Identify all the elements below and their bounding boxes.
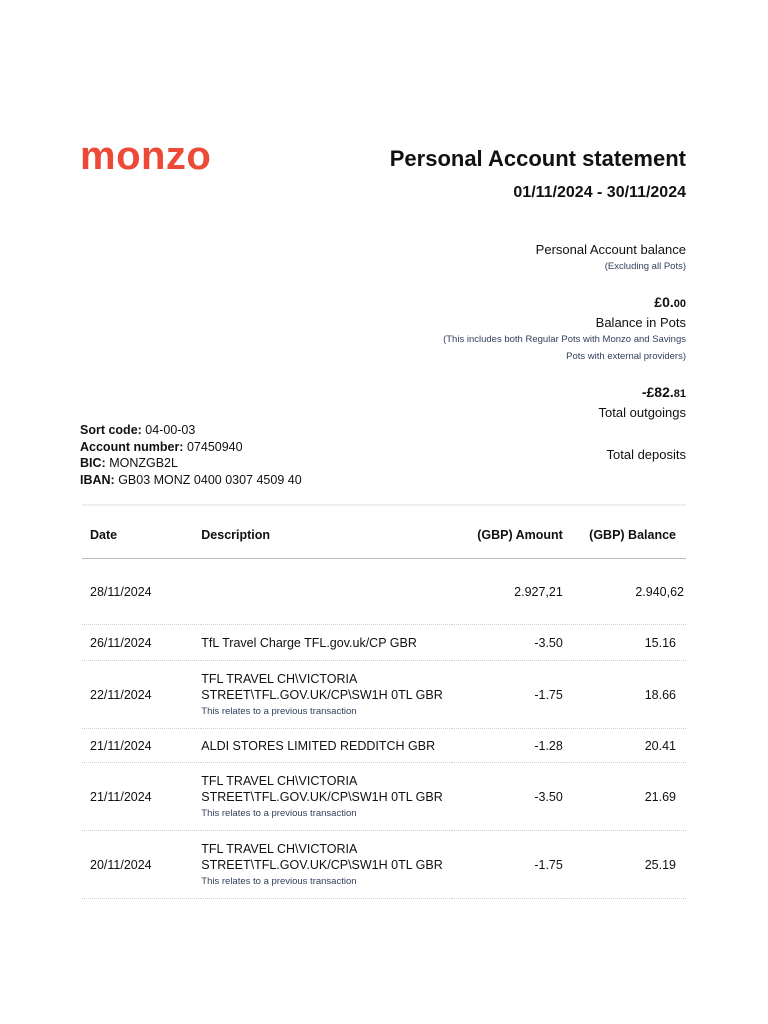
balance-summary [346,242,686,463]
row-note: This relates to a previous transaction [201,875,357,887]
table-row [82,831,686,899]
total-outgoings-label: Total outgoings [598,405,686,420]
bic-value: MONZGB2L [109,456,178,470]
header-date: Date [82,522,201,559]
statement-period: 01/11/2024 - 30/11/2024 [513,184,686,201]
row-description-line1: TFL TRAVEL CH\VICTORIA [201,841,358,856]
row-description-line2: STREET\TFL.GOV.UK/CP\SW1H 0TL GBR [201,857,443,872]
account-balance-note: (Excluding all Pots) [604,261,686,272]
page-title: Personal Account statement [389,146,686,171]
row-note: This relates to a previous transaction [201,705,357,717]
row-amount: -1.75 [452,661,563,729]
pots-pounds: -£82. [641,384,674,400]
row-description-line1: TfL Travel Charge TFL.gov.uk/CP GBR [201,635,417,650]
row-description [201,661,451,729]
row-description [201,559,451,625]
row-amount: -1.28 [452,729,563,763]
account-number [80,439,302,456]
row-description [201,729,451,763]
pots-pence: 81 [673,388,686,400]
row-balance: 18.66 [563,661,686,729]
sort-code-label: Sort code: [80,423,142,437]
table-row [82,559,686,625]
pots-note-line1: (This includes both Regular Pots with Monzo and Savings [443,334,686,345]
row-date: 21/11/2024 [82,763,201,831]
row-description [201,625,451,661]
row-description-line1: TFL TRAVEL CH\VICTORIA [201,671,358,686]
pots-label: Balance in Pots [595,315,686,330]
row-date: 26/11/2024 [82,625,201,661]
account-number-value: 07450940 [186,439,243,454]
account-balance-amount [346,293,686,313]
sort-code [80,422,302,439]
row-description-line1: TFL TRAVEL CH\VICTORIA [201,773,358,788]
bic [80,455,302,472]
table-row [82,763,686,831]
row-note: This relates to a previous transaction [201,807,357,819]
row-description [201,763,451,831]
account-details [80,422,302,488]
pots-note-line2: Pots with external providers) [566,351,686,362]
row-description-line2: STREET\TFL.GOV.UK/CP\SW1H 0TL GBR [201,687,443,702]
row-balance: 25.19 [563,831,686,899]
transactions-table [82,522,686,899]
row-description-line2: STREET\TFL.GOV.UK/CP\SW1H 0TL GBR [201,789,443,804]
account-balance-pounds: £0. [654,294,674,310]
row-amount: -3.50 [452,763,563,831]
bic-label: BIC: [80,456,106,470]
row-amount: 2.927,21 [452,559,563,625]
table-header-row [82,522,686,559]
account-number-label: Account number: [80,439,184,454]
row-description-line1: ALDI STORES LIMITED REDDITCH GBR [201,738,436,753]
header-amount: (GBP) Amount [452,522,563,559]
iban-label: IBAN: [80,472,115,487]
row-amount: -1.75 [452,831,563,899]
total-deposits-label: Total deposits [606,447,686,462]
row-balance: 2.940,62 [563,559,686,625]
row-date: 21/11/2024 [82,729,201,763]
row-balance: 21.69 [563,763,686,831]
table-row [82,625,686,661]
row-balance: 20.41 [563,729,686,763]
table-row [82,729,686,763]
section-divider [82,504,686,506]
table-row [82,661,686,729]
row-date: 28/11/2024 [82,559,201,625]
row-balance: 15.16 [563,625,686,661]
iban [80,472,302,489]
row-date: 20/11/2024 [82,831,201,899]
monzo-logo: monzo [80,134,212,178]
header-description: Description [201,522,451,559]
row-amount: -3.50 [452,625,563,661]
pots-amount [346,383,686,403]
account-balance-pence: 00 [673,298,686,310]
iban-value: GB03 MONZ 0400 0307 4509 40 [118,472,302,487]
account-balance-label: Personal Account balance [535,242,686,257]
row-date: 22/11/2024 [82,661,201,729]
row-description [201,831,451,899]
header-balance: (GBP) Balance [563,522,686,559]
sort-code-value: 04-00-03 [145,423,196,437]
